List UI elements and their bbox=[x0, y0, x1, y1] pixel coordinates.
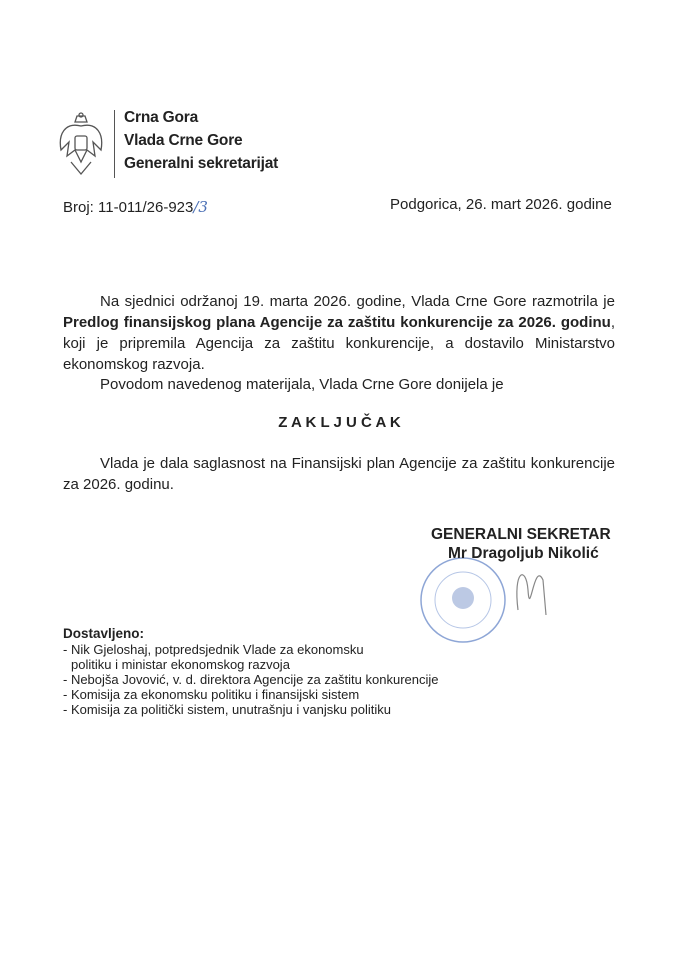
p1-text-a: Na sjednici održanoj 19. marta 2026. godine, Vlada Crne Gore razmotrila je bbox=[100, 293, 615, 310]
distribution-item: - Komisija za politički sistem, unutrašnju i vanjsku politiku bbox=[63, 702, 392, 717]
document-number-text: Broj: 11-011/26-923 bbox=[63, 199, 194, 216]
place-date: Podgorica, 26. mart 2026. godine bbox=[390, 196, 612, 213]
handwritten-suffix: /3 bbox=[193, 198, 208, 216]
conclusion-heading: Z A K L J U Č A K bbox=[278, 414, 401, 431]
distribution-item: - Komisija za ekonomsku politiku i finansijski sistem bbox=[63, 687, 360, 702]
paragraph-conclusion: Vlada je dala saglasnost na Finansijski plan Agencije za zaštitu konkurencije za 2026. godinu. bbox=[63, 455, 615, 493]
coat-of-arms-icon bbox=[55, 112, 107, 178]
p1-text-b: , koji je pripremila Agencija za zaštitu konkurencije, a dostavilo Ministarstvo ekonomskog razvoja. bbox=[63, 314, 615, 373]
header-secretariat: Generalni sekretarijat bbox=[124, 155, 279, 172]
paragraph-session bbox=[63, 291, 615, 375]
signatory-name: Mr Dragoljub Nikolić bbox=[448, 545, 599, 562]
distribution-list bbox=[63, 642, 439, 717]
paragraph-decision-intro: Povodom navedenog materijala, Vlada Crne Gore donijela je bbox=[100, 376, 504, 393]
signatory-title: GENERALNI SEKRETAR bbox=[431, 526, 611, 543]
header-government: Vlada Crne Gore bbox=[124, 132, 243, 149]
header-divider bbox=[114, 110, 115, 178]
header-country: Crna Gora bbox=[124, 109, 198, 126]
distribution-label: Dostavljeno: bbox=[63, 626, 145, 641]
distribution-item: - Nik Gjeloshaj, potpredsjednik Vlade za ekonomsku bbox=[63, 642, 364, 657]
document-number bbox=[63, 198, 208, 216]
distribution-item: politiku i ministar ekonomskog razvoja bbox=[71, 657, 290, 672]
p1-bold: Predlog finansijskog plana Agencije za zaštitu konkurencije za 2026. godinu bbox=[63, 314, 611, 331]
official-stamp-icon bbox=[418, 550, 568, 650]
distribution-item: - Nebojša Jovović, v. d. direktora Agencije za zaštitu konkurencije bbox=[63, 672, 439, 687]
